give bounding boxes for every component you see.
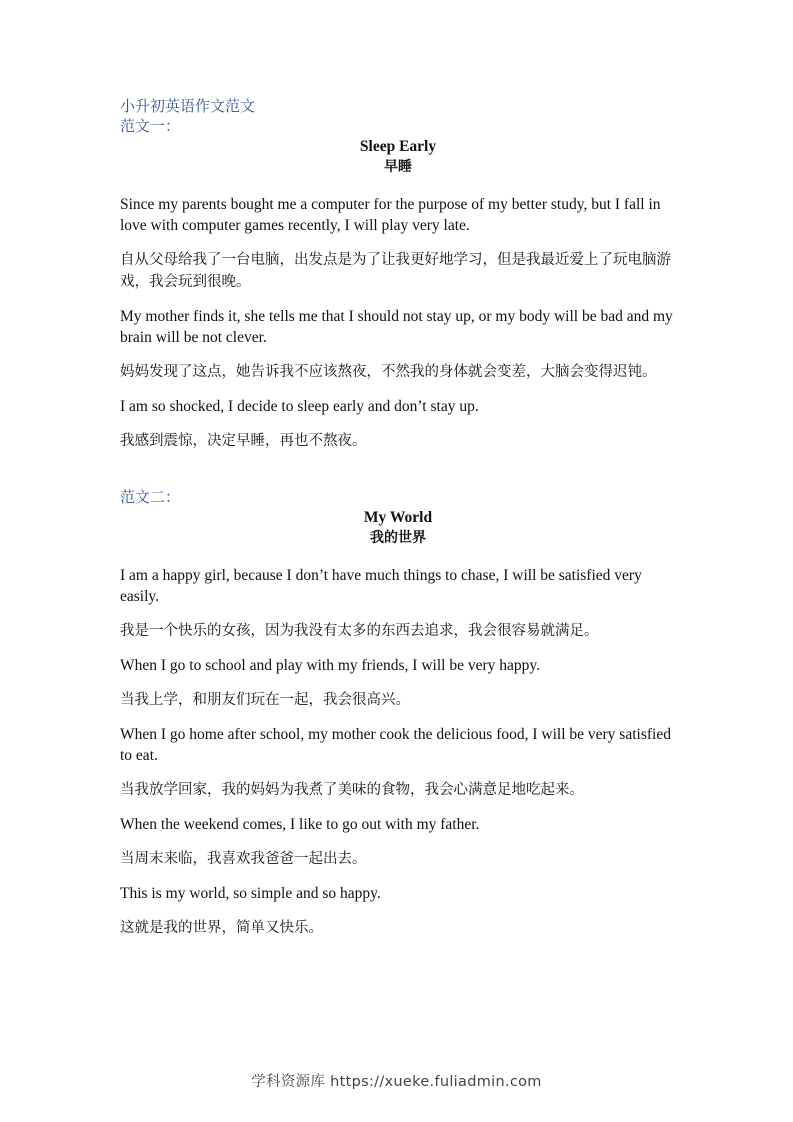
essay-1-paragraph-1-en: Since my parents bought me a computer for the purpose of my better study, but I fall in love with computer games recently, I will play very late.	[120, 196, 661, 234]
essay-1-title-zh: 早睡	[384, 159, 412, 175]
essay-2-paragraph-2-en: When I go to school and play with my friends, I will be very happy.	[120, 657, 540, 674]
essay-2-paragraph-1-zh: 我是一个快乐的女孩，因为我没有太多的东西去追求，我会很容易就满足。	[120, 623, 599, 639]
essay-1-paragraph-3-en: I am so shocked, I decide to sleep early and don’t stay up.	[120, 398, 479, 415]
essay-1-paragraph-2-zh: 妈妈发现了这点，她告诉我不应该熬夜，不然我的身体就会变差，大脑会变得迟钝。	[120, 364, 657, 380]
essay-1	[120, 116, 676, 452]
essay-2-paragraph-1-en: I am a happy girl, because I don’t have much things to chase, I will be satisfied very easily.	[120, 567, 642, 605]
document-title: 小升初英语作文范文	[120, 97, 256, 115]
essay-1-title-en: Sleep Early	[359, 138, 437, 155]
essay-2-paragraph-5-en: This is my world, so simple and so happy.	[120, 885, 381, 902]
essay-1-label: 范文一：	[120, 117, 181, 135]
essay-1-paragraph-1-zh: 自从父母给我了一台电脑，出发点是为了让我更好地学习，但是我最近爱上了玩电脑游戏，我会玩到很晚。	[120, 252, 671, 290]
essay-2-paragraph-2-zh: 当我上学，和朋友们玩在一起，我会很高兴。	[120, 692, 410, 708]
essay-2-paragraph-5-zh: 这就是我的世界，简单又快乐。	[120, 920, 323, 936]
essay-1-paragraph-3-zh: 我感到震惊，决定早睡，再也不熬夜。	[120, 433, 367, 449]
section-gap	[120, 465, 676, 487]
footer-watermark: 学科资源库 https://xueke.fuliadmin.com	[251, 1074, 542, 1090]
essay-2-paragraph-3-zh: 当我放学回家，我的妈妈为我煮了美味的食物，我会心满意足地吃起来。	[120, 782, 584, 798]
essay-2-title-zh: 我的世界	[370, 530, 426, 546]
essay-2-paragraph-3-en: When I go home after school, my mother cook the delicious food, I will be very satisfied to eat.	[120, 726, 671, 764]
essay-2-label: 范文二：	[120, 488, 181, 506]
essay-2-paragraph-4-zh: 当周末来临，我喜欢我爸爸一起出去。	[120, 851, 367, 867]
document-page	[120, 96, 676, 952]
essay-1-paragraph-2-en: My mother finds it, she tells me that I should not stay up, or my body will be bad and my brain will be not clever.	[120, 308, 673, 346]
essay-2-title-en: My World	[363, 509, 433, 526]
essay-2-paragraph-4-en: When the weekend comes, I like to go out with my father.	[120, 816, 480, 833]
essay-2	[120, 487, 676, 939]
